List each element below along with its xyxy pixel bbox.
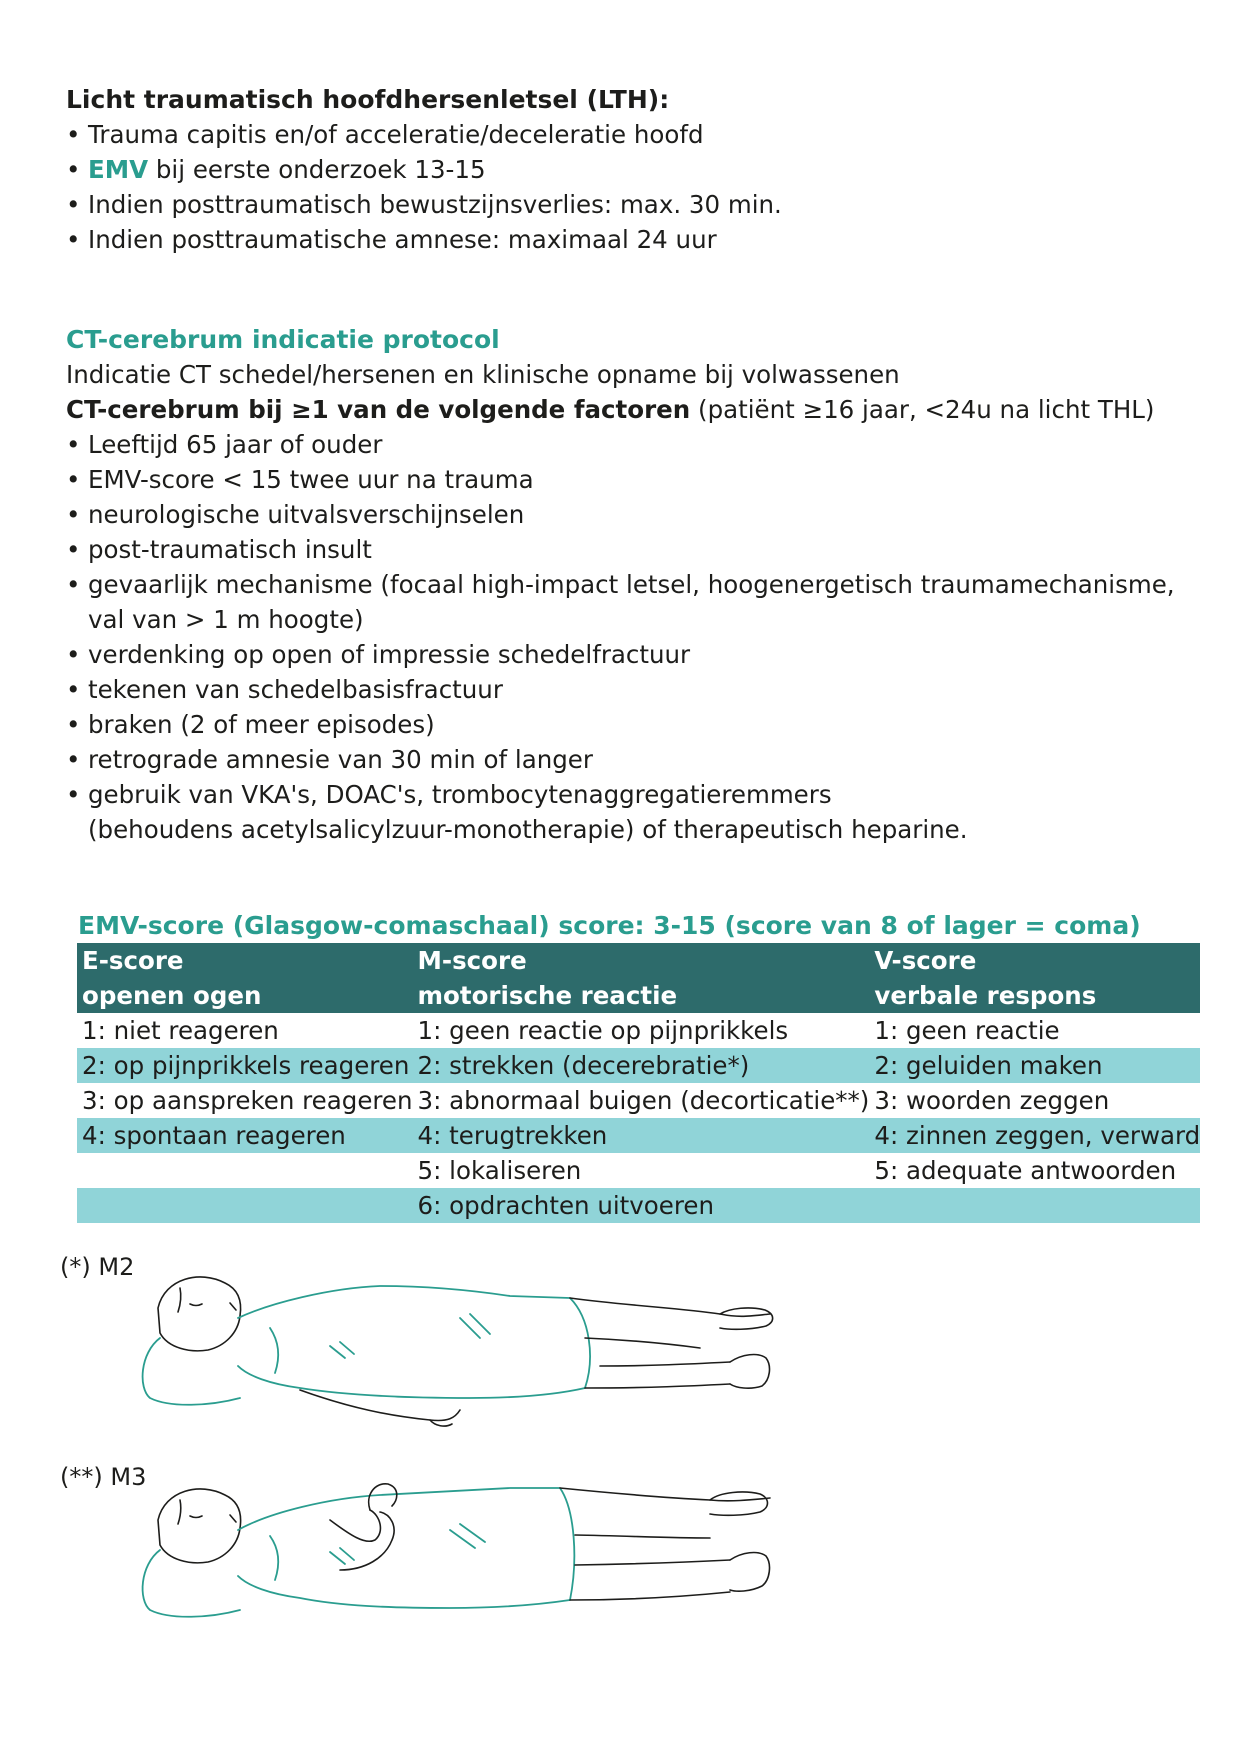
table-cell: 3: woorden zeggen xyxy=(874,1086,1110,1115)
table-cell: 3: op aanspreken reageren xyxy=(82,1086,413,1115)
ct-section xyxy=(66,322,1206,847)
table-row xyxy=(77,1013,1200,1048)
ct-item: • braken (2 of meer episodes) xyxy=(66,707,1206,742)
header-m-score xyxy=(413,943,870,1013)
lth-item xyxy=(66,187,1186,222)
ct-item-line: gevaarlijk mechanisme (focaal high-impact letsel, hoogenergetisch traumamechanisme, xyxy=(88,570,1175,599)
ct-item xyxy=(66,567,1206,637)
lth-item-text: Indien posttraumatisch bewustzijnsverlies: max. 30 min. xyxy=(88,190,782,219)
header-line: openen ogen xyxy=(82,981,262,1010)
lth-item xyxy=(66,152,1186,187)
m3-label: (**) M3 xyxy=(60,1463,147,1491)
header-line: verbale respons xyxy=(874,981,1097,1010)
ct-criteria xyxy=(66,392,1206,427)
lth-item-text: Indien posttraumatische amnese: maximaal 24 uur xyxy=(88,225,717,254)
emv-emphasis: EMV xyxy=(88,155,149,184)
emv-table xyxy=(77,943,1200,1223)
table-cell: 3: abnormaal buigen (decorticatie**) xyxy=(417,1086,870,1115)
ct-item: • post-traumatisch insult xyxy=(66,532,1206,567)
table-cell: 4: terugtrekken xyxy=(413,1118,870,1153)
table-row xyxy=(77,1048,1200,1083)
lth-item-text: bij eerste onderzoek 13-15 xyxy=(148,155,486,184)
ct-criteria-bold: CT-cerebrum bij ≥1 van de volgende factoren xyxy=(66,395,691,424)
ct-item: • verdenking op open of impressie schedelfractuur xyxy=(66,637,1206,672)
table-cell: 4: zinnen zeggen, verward xyxy=(869,1118,1200,1153)
ct-item-line: val van > 1 m hoogte) xyxy=(88,605,364,634)
ct-item-line: (behoudens acetylsalicylzuur-monotherapie) of therapeutisch heparine. xyxy=(88,815,968,844)
header-line: M-score xyxy=(417,946,527,975)
table-cell xyxy=(869,1188,1200,1223)
table-cell: 1: geen reactie op pijnprikkels xyxy=(417,1016,789,1045)
emv-header-row xyxy=(77,943,1200,1013)
table-cell: 2: op pijnprikkels reageren xyxy=(77,1048,413,1083)
table-cell xyxy=(77,1188,413,1223)
ct-item: • EMV-score < 15 twee uur na trauma xyxy=(66,462,1206,497)
header-line: V-score xyxy=(874,946,977,975)
table-cell: 1: geen reactie xyxy=(874,1016,1060,1045)
table-row xyxy=(77,1188,1200,1223)
ct-item: • Leeftijd 65 jaar of ouder xyxy=(66,427,1206,462)
table-cell: 2: geluiden maken xyxy=(869,1048,1200,1083)
ct-title: CT-cerebrum indicatie protocol xyxy=(66,325,500,354)
decortication-posture-illustration xyxy=(130,1440,850,1630)
table-cell: 1: niet reageren xyxy=(82,1016,279,1045)
lth-item-text: Trauma capitis en/of acceleratie/deceleratie hoofd xyxy=(88,120,704,149)
m2-label: (*) M2 xyxy=(60,1253,135,1281)
table-cell xyxy=(77,1153,413,1188)
table-cell: 5: adequate antwoorden xyxy=(874,1156,1177,1185)
lth-item xyxy=(66,222,1186,257)
lth-item xyxy=(66,117,1186,152)
table-row xyxy=(77,1118,1200,1153)
header-v-score xyxy=(869,943,1200,1013)
ct-list xyxy=(66,427,1206,847)
ct-subtitle: Indicatie CT schedel/hersenen en klinische opname bij volwassenen xyxy=(66,360,900,389)
table-row xyxy=(77,1153,1200,1188)
table-cell: 5: lokaliseren xyxy=(417,1156,582,1185)
header-line: motorische reactie xyxy=(417,981,678,1010)
ct-item-line: gebruik van VKA's, DOAC's, trombocytenaggregatieremmers xyxy=(88,780,832,809)
decerebration-posture-illustration xyxy=(130,1248,850,1428)
lth-section xyxy=(66,82,1186,257)
ct-item: • neurologische uitvalsverschijnselen xyxy=(66,497,1206,532)
ct-criteria-note: (patiënt ≥16 jaar, <24u na licht THL) xyxy=(690,395,1155,424)
lth-title: Licht traumatisch hoofdhersenletsel (LTH): xyxy=(66,85,670,114)
header-e-score xyxy=(77,943,413,1013)
lth-list xyxy=(66,117,1186,257)
table-cell: 2: strekken (decerebratie*) xyxy=(413,1048,870,1083)
ct-item: • tekenen van schedelbasisfractuur xyxy=(66,672,1206,707)
table-cell: 6: opdrachten uitvoeren xyxy=(413,1188,870,1223)
emv-title: EMV-score (Glasgow-comaschaal) score: 3-15 (score van 8 of lager = coma) xyxy=(78,911,1141,940)
table-row xyxy=(77,1083,1200,1118)
ct-item xyxy=(66,777,1206,847)
ct-item: • retrograde amnesie van 30 min of langer xyxy=(66,742,1206,777)
header-line: E-score xyxy=(82,946,184,975)
table-cell: 4: spontaan reageren xyxy=(77,1118,413,1153)
